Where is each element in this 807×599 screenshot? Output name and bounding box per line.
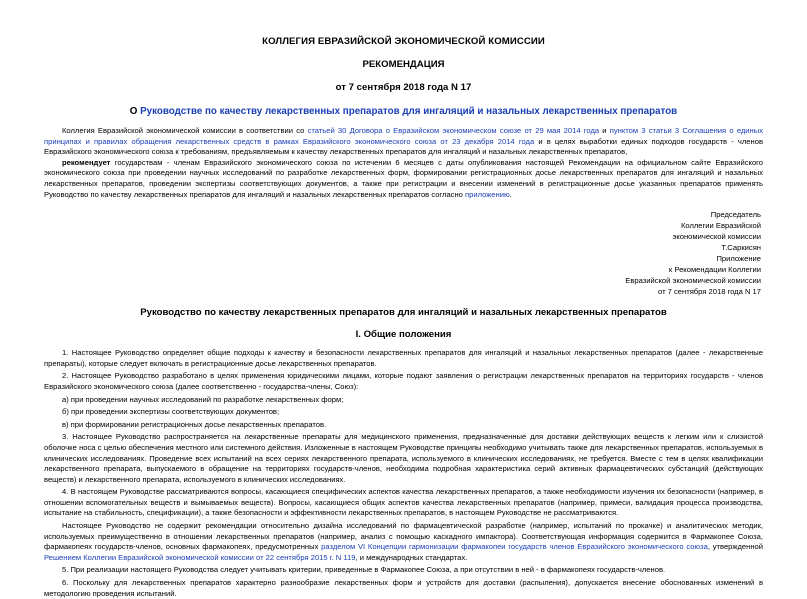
clause-2-b: б) при проведении экспертизы соответствующих документов; [62,407,280,417]
annex-line: к Рекомендации Коллегии [668,265,761,275]
clause-4-note: Настоящее Руководство не содержит рекомендации относительно дизайна исследований по фармацевтической разработке (например, испытаний по прокачке) и аналитических методик, используемых преимущественно в отношении лекарственных препаратов (например, анализ с помощью каскадного импактора). Соответствующая информация содержится в Фармакопее Союза, фармакопеях государств-членов, основных фармакопеях, предусмотренных разделом VI Концепции гармонизации фармакопеи государств членов Евразийского экономического союза, утвержденной Решением Коллегии Евразийской экономической комиссии от 22 сентября 2015 г. N 119, и международных стандартах. [44,521,763,562]
clause-6: 6. Поскольку для лекарственных препаратов характерно разнообразие лекарственных форм и устройств для доставки (распыления), допускается внесение обоснованных изменений в методологию проведения испытаний. [44,578,763,598]
annex-line: от 7 сентября 2018 года N 17 [658,287,761,297]
signature-line: экономической комиссии [672,232,761,242]
signature-line: Коллегии Евразийской [680,221,761,231]
treaty-article-link[interactable]: статьей 30 Договора о Евразийском экономическом союзе от 29 мая 2014 года [307,126,600,135]
intro-paragraph-2: рекомендует государствам - членам Евразийского экономического союза по истечении 6 месяцев с даты опубликования настоящей Рекомендации на официальном сайте Евразийского экономического союза при проведении научных исследований по разработке лекарственных форм, формировании регистрационных досье лекарственных препаратов для ингаляций и назальных лекарственных препаратов, проведении экспертизы соответствующих документов, а также при регистрации и внесении изменений в регистрационные досье указанных препаратов применять Руководство по качеству лекарственных препаратов для ингаляций и назальных лекарственных препаратов согласно приложению. [44,157,763,199]
signature-name: Т.Саркисян [721,243,761,253]
section-title: I. Общие положения [355,329,452,341]
clause-3: 3. Настоящее Руководство распространяется на лекарственные препараты для медицинского применения, предназначенные для доставки действующих веществ к легким или к слизистой оболочке носа с целью обеспечения местного или системного действия. Изложенные в настоящем Руководстве принципы необходимо учитывать также для лекарственных препаратов, используемых в клинических исследованиях. Проведение всех испытаний на всех сериях лекарственного препарата, используемого в клинических исследованиях, не требуется. Вместе с тем в целях квалификации лекарственного препарата, выпускаемого в обращение на территориях государств-членов, необходима подробная характеристика серий активных фармацевтических субстанций (действующих веществ) и лекарственного препарата, используемого в клинических исследованиях. [44,432,763,484]
document-type: РЕКОМЕНДАЦИЯ [362,59,445,70]
clause-1: 1. Настоящее Руководство определяет общие подходы к качеству и безопасности лекарственных препаратов для ингаляций и назальных лекарственных препаратов (далее - лекарственные препараты), которые следует включать в регистрационные досье лекарственных препаратов. [44,348,763,368]
intro-paragraph-1: Коллегия Евразийской экономической комиссии в соответствии со статьей 30 Договора о Евразийском экономическом союзе от 29 мая 2014 года и пунктом 3 статьи 3 Соглашения о единых принципах и правилах обращения лекарственных средств в рамках Евразийского экономического союза от 23 декабря 2014 года и в целях выработки единых подходов государств - членов Евразийского экономического союза к требованиям, предъявляемым к качеству лекарственных препаратов для ингаляций и назальных лекарственных препаратов, [44,126,763,157]
clause-2: 2. Настоящее Руководство разработано в целях применения юридическими лицами, которые подают заявления о регистрации лекарственных препаратов на территориях государств - членов Евразийского экономического союза (далее соответственно - государства-члены, Союз): [44,371,763,391]
signature-line: Председатель [710,210,761,220]
document-date: от 7 сентября 2018 года N 17 [335,82,472,93]
clause-2-c: в) при формировании регистрационных досье лекарственных препаратов. [62,419,327,429]
document-title: О Руководстве по качеству лекарственных препаратов для ингаляций и назальных лекарственных препаратов [129,106,678,117]
annex-link[interactable]: приложению [465,189,510,199]
title-link[interactable]: Руководстве по качеству лекарственных препаратов для ингаляций и назальных лекарственных препаратов [140,106,678,117]
signature-block [44,209,763,297]
clause-4: 4. В настоящем Руководстве рассматриваются вопросы, касающиеся специфических аспектов качества лекарственных препаратов, а также необходимости изучения их безопасности (например, в отношении вспомогательных веществ и вымываемых веществ). Вопросы, касающиеся общих аспектов качества лекарственных препаратов (например, примеси, валидация процесса производства, испытание на стабильность, спецификации), а также безопасности и эффективности лекарственных препаратов, в настоящем Руководстве не рассматриваются. [44,487,763,518]
decision-link[interactable]: Решением Коллегии Евразийской экономической комиссии от 22 сентября 2015 г. N 119 [44,552,356,562]
agreement-link[interactable]: пунктом 3 статьи 3 Соглашения о единых принципах и правилах обращения лекарственных средств в рамках Евразийского экономического союза от 23 декабря 2014 года [44,126,763,146]
issuing-organization: КОЛЛЕГИЯ ЕВРАЗИЙСКОЙ ЭКОНОМИЧЕСКОЙ КОМИССИИ [262,36,545,47]
annex-line: Приложение [716,254,761,264]
clause-2-a: а) при проведении научных исследований по разработке лекарственных форм; [62,394,344,404]
guide-title: Руководство по качеству лекарственных препаратов для ингаляций и назальных лекарственных препаратов [140,307,667,319]
concept-section-link[interactable]: разделом VI Концепции гармонизации фармакопеи государств членов Евразийского экономического союза [321,542,708,552]
clause-5: 5. При реализации настоящего Руководства следует учитывать критерии, приведенные в Фармакопее Союза, а при отсутствии в ней - в фармакопеях государств-членов. [62,565,666,575]
annex-line: Евразийской экономической комиссии [625,276,761,286]
